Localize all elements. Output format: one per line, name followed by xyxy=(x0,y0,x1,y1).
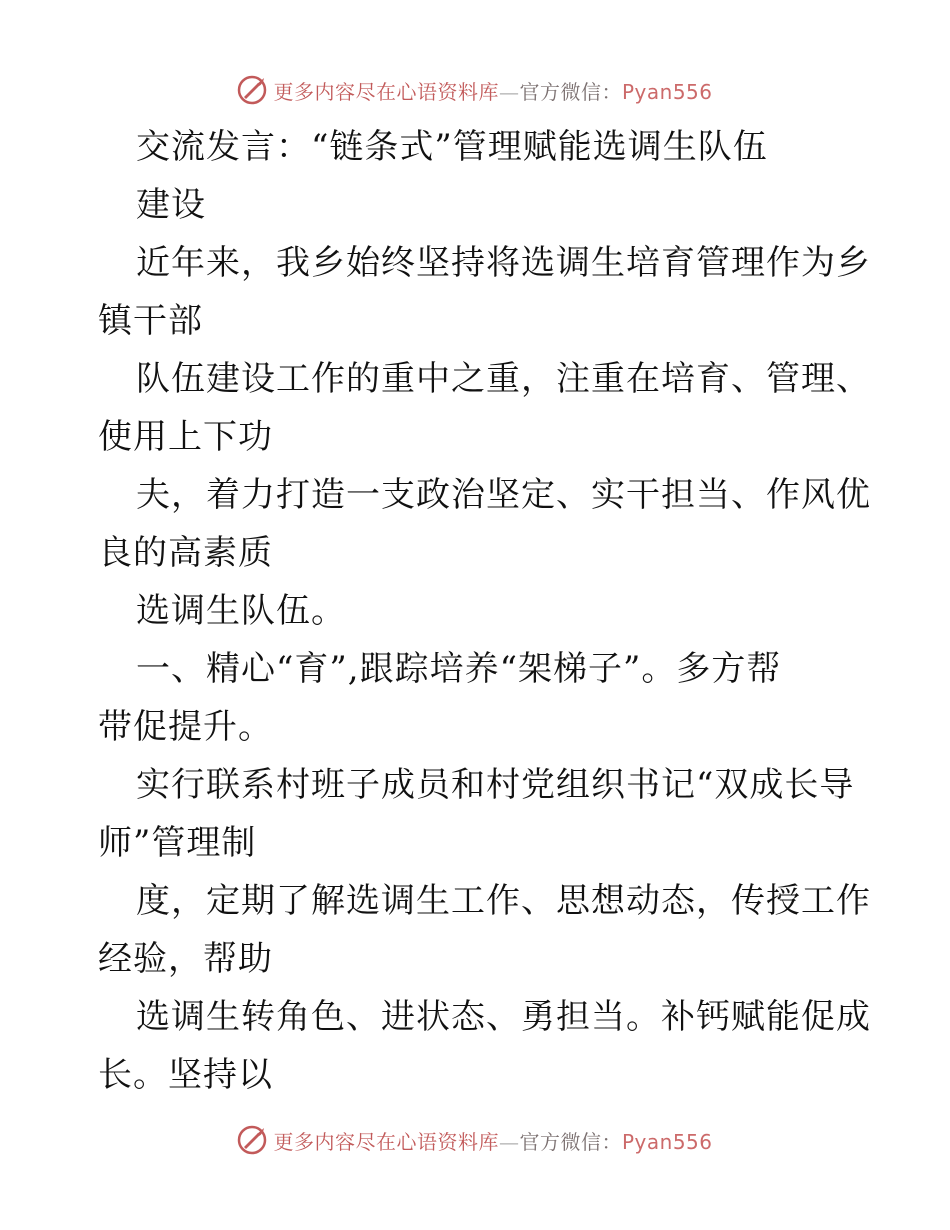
document-title-line: 交流发言：“链条式”管理赋能选调生队伍 xyxy=(136,127,768,167)
paragraph-line: 夫，着力打造一支政治坚定、实干担当、作风优 xyxy=(136,475,871,515)
watermark-text xyxy=(273,1126,712,1155)
watermark-brand: 更多内容尽在心语资料库 xyxy=(273,1129,499,1154)
quill-logo-icon xyxy=(237,1125,267,1155)
paragraph-line: 使用上下功 xyxy=(98,417,273,457)
document-body xyxy=(98,118,871,1104)
paragraph-line: 度，定期了解选调生工作、思想动态，传授工作 xyxy=(136,881,871,921)
paragraph-line: 选调生转角色、进状态、勇担当。补钙赋能促成 xyxy=(136,997,871,1037)
paragraph-line: 师”管理制 xyxy=(98,823,257,863)
paragraph-line: 选调生队伍。 xyxy=(136,591,346,631)
watermark-dash: — xyxy=(498,79,520,104)
paragraph-line: 实行联系村班子成员和村党组织书记“双成长导 xyxy=(136,765,855,805)
section-heading-line: 一、精心“育”,跟踪培养“架梯子”。多方帮 xyxy=(136,649,782,689)
watermark-wechat-id: Pyan556 xyxy=(621,1129,713,1154)
paragraph-line: 良的高素质 xyxy=(98,533,273,573)
watermark-official-label: 官方微信： xyxy=(519,1129,622,1154)
watermark-brand: 更多内容尽在心语资料库 xyxy=(273,79,499,104)
watermark-wechat-id: Pyan556 xyxy=(621,79,713,104)
paragraph-line: 队伍建设工作的重中之重，注重在培育、管理、 xyxy=(136,359,871,399)
paragraph-line: 镇干部 xyxy=(98,301,203,341)
watermark-dash: — xyxy=(498,1129,520,1154)
paragraph-line: 经验，帮助 xyxy=(98,939,273,979)
quill-logo-icon xyxy=(237,75,267,105)
document-title-line: 建设 xyxy=(136,185,206,225)
watermark-text xyxy=(273,76,712,105)
header-watermark xyxy=(0,70,950,110)
footer-watermark xyxy=(0,1120,950,1160)
paragraph-line: 长。坚持以 xyxy=(98,1055,273,1095)
paragraph-line: 带促提升。 xyxy=(98,707,273,747)
watermark-official-label: 官方微信： xyxy=(519,79,622,104)
paragraph-line: 近年来，我乡始终坚持将选调生培育管理作为乡 xyxy=(136,243,871,283)
